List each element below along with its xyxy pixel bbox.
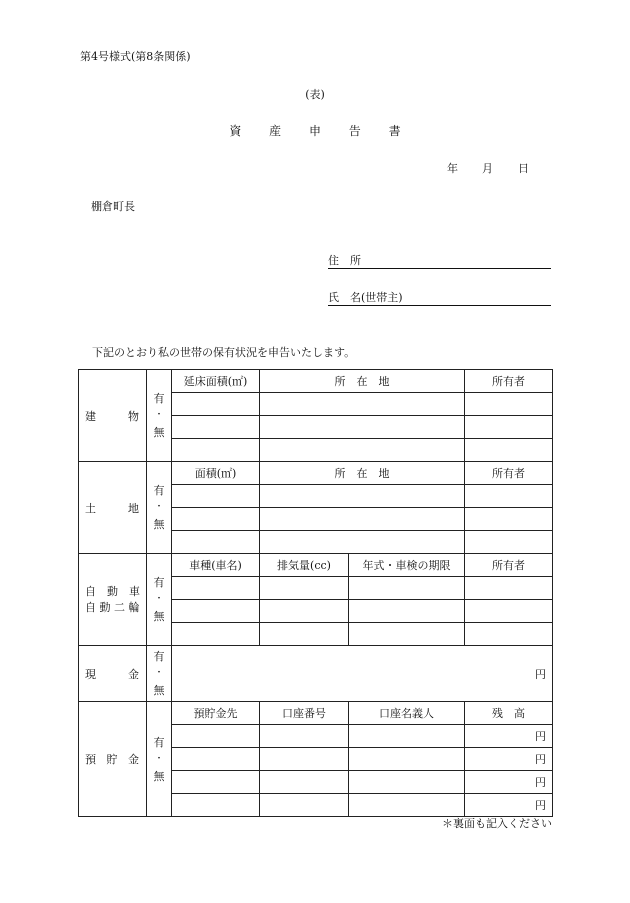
yen-unit: 円: [535, 753, 546, 766]
buildings-header-row: [79, 370, 553, 393]
column-header: 面積(㎡): [172, 462, 260, 485]
column-header: 所有者: [465, 370, 553, 393]
input-cell[interactable]: [260, 508, 465, 531]
date-day-label: 日: [518, 162, 529, 175]
dot-separator: ・: [154, 594, 164, 604]
yen-unit: 円: [535, 799, 546, 812]
yes-label: 有: [153, 392, 165, 405]
dot-separator: ・: [154, 668, 164, 678]
cash-yes-no[interactable]: [147, 646, 172, 702]
column-header: 所有者: [465, 462, 553, 485]
input-cell[interactable]: [260, 725, 349, 748]
vehicles-label-line2: 自 動 二 輪: [85, 600, 140, 614]
no-label: 無: [153, 518, 165, 531]
land-header-row: [79, 462, 553, 485]
input-cell[interactable]: [349, 748, 465, 771]
asset-table: [78, 369, 553, 817]
input-cell[interactable]: [260, 416, 465, 439]
land-yes-no[interactable]: [147, 462, 172, 554]
column-header: 口座名義人: [349, 702, 465, 725]
balance-cell[interactable]: [465, 725, 553, 748]
input-cell[interactable]: [172, 393, 260, 416]
column-header: 残 高: [465, 702, 553, 725]
input-cell[interactable]: [172, 771, 260, 794]
vehicles-label-line1: 自 動 車: [85, 584, 140, 598]
input-cell[interactable]: [172, 439, 260, 462]
balance-cell[interactable]: [465, 771, 553, 794]
input-cell[interactable]: [349, 771, 465, 794]
input-cell[interactable]: [260, 771, 349, 794]
address-field[interactable]: [328, 255, 551, 269]
vehicles-label: [79, 554, 147, 646]
input-cell[interactable]: [465, 393, 553, 416]
input-cell[interactable]: [172, 794, 260, 817]
input-cell[interactable]: [172, 577, 260, 600]
input-cell[interactable]: [172, 508, 260, 531]
input-cell[interactable]: [260, 600, 349, 623]
document-title: 資 産 申 告 書: [229, 124, 413, 138]
input-cell[interactable]: [172, 531, 260, 554]
buildings-label-left: 建: [85, 409, 96, 423]
yes-label: 有: [153, 650, 165, 663]
input-cell[interactable]: [260, 531, 465, 554]
column-header: 所 在 地: [260, 462, 465, 485]
column-header: 排気量(cc): [260, 554, 349, 577]
input-cell[interactable]: [172, 600, 260, 623]
no-label: 無: [153, 769, 165, 783]
input-cell[interactable]: [260, 623, 349, 646]
form-number: 第4号様式(第8条関係): [80, 50, 191, 63]
land-label: [79, 462, 147, 554]
intro-text: 下記のとおり私の世帯の保有状況を申告いたします。: [92, 346, 356, 359]
yen-unit: 円: [535, 730, 546, 743]
savings-label-right: 金: [128, 753, 139, 766]
input-cell[interactable]: [172, 748, 260, 771]
input-cell[interactable]: [465, 439, 553, 462]
buildings-yes-no[interactable]: [147, 370, 172, 462]
date-line: [447, 163, 529, 174]
column-header: 延床面積(㎡): [172, 370, 260, 393]
dot-separator: ・: [154, 410, 164, 420]
savings-yes-no[interactable]: [147, 702, 172, 817]
dot-separator: ・: [154, 753, 164, 764]
date-year-label: 年: [447, 162, 458, 175]
balance-cell[interactable]: [465, 794, 553, 817]
column-header: 口座番号: [260, 702, 349, 725]
input-cell[interactable]: [260, 485, 465, 508]
input-cell[interactable]: [349, 623, 465, 646]
input-cell[interactable]: [260, 748, 349, 771]
address-label: 住 所: [328, 254, 361, 267]
buildings-label-right: 物: [128, 409, 139, 423]
input-cell[interactable]: [172, 485, 260, 508]
balance-cell[interactable]: [465, 748, 553, 771]
no-label: 無: [153, 684, 165, 697]
land-label-left: 土: [85, 501, 96, 515]
input-cell[interactable]: [465, 623, 553, 646]
footnote: ＊裏面も記入ください: [442, 817, 552, 830]
input-cell[interactable]: [349, 600, 465, 623]
yen-unit: 円: [535, 776, 546, 789]
vehicles-header-row: [79, 554, 553, 577]
cash-label-left: 現: [85, 667, 96, 681]
cash-amount-cell[interactable]: [172, 646, 553, 702]
column-header: 年式・車検の期限: [349, 554, 465, 577]
savings-label-mid: 貯: [106, 753, 118, 766]
yes-label: 有: [153, 735, 165, 749]
name-field[interactable]: [328, 292, 551, 306]
column-header: 車種(車名): [172, 554, 260, 577]
input-cell[interactable]: [465, 416, 553, 439]
input-cell[interactable]: [260, 794, 349, 817]
input-cell[interactable]: [465, 508, 553, 531]
input-cell[interactable]: [349, 794, 465, 817]
column-header: 所有者: [465, 554, 553, 577]
no-label: 無: [153, 610, 165, 623]
side-label: (表): [305, 88, 325, 101]
savings-label-left: 預: [85, 753, 96, 766]
input-cell[interactable]: [260, 439, 465, 462]
yes-label: 有: [153, 484, 165, 497]
name-label: 氏 名(世帯主): [328, 291, 403, 304]
input-cell[interactable]: [465, 577, 553, 600]
cash-label: [79, 646, 147, 702]
dot-separator: ・: [154, 502, 164, 512]
buildings-label: [79, 370, 147, 462]
column-header: 預貯金先: [172, 702, 260, 725]
input-cell[interactable]: [172, 623, 260, 646]
no-label: 無: [153, 426, 165, 439]
input-cell[interactable]: [260, 577, 349, 600]
yen-unit: 円: [535, 667, 546, 681]
input-cell[interactable]: [349, 577, 465, 600]
input-cell[interactable]: [172, 725, 260, 748]
date-month-label: 月: [482, 162, 493, 175]
yes-label: 有: [153, 576, 165, 589]
input-cell[interactable]: [172, 416, 260, 439]
column-header: 所 在 地: [260, 370, 465, 393]
input-cell[interactable]: [260, 393, 465, 416]
input-cell[interactable]: [465, 600, 553, 623]
input-cell[interactable]: [465, 531, 553, 554]
input-cell[interactable]: [349, 725, 465, 748]
savings-label: [79, 702, 147, 817]
addressee: 棚倉町長: [91, 200, 135, 213]
savings-header-row: [79, 702, 553, 725]
land-label-right: 地: [128, 501, 139, 515]
cash-row: [79, 646, 553, 702]
cash-label-right: 金: [128, 667, 139, 681]
input-cell[interactable]: [465, 485, 553, 508]
vehicles-yes-no[interactable]: [147, 554, 172, 646]
